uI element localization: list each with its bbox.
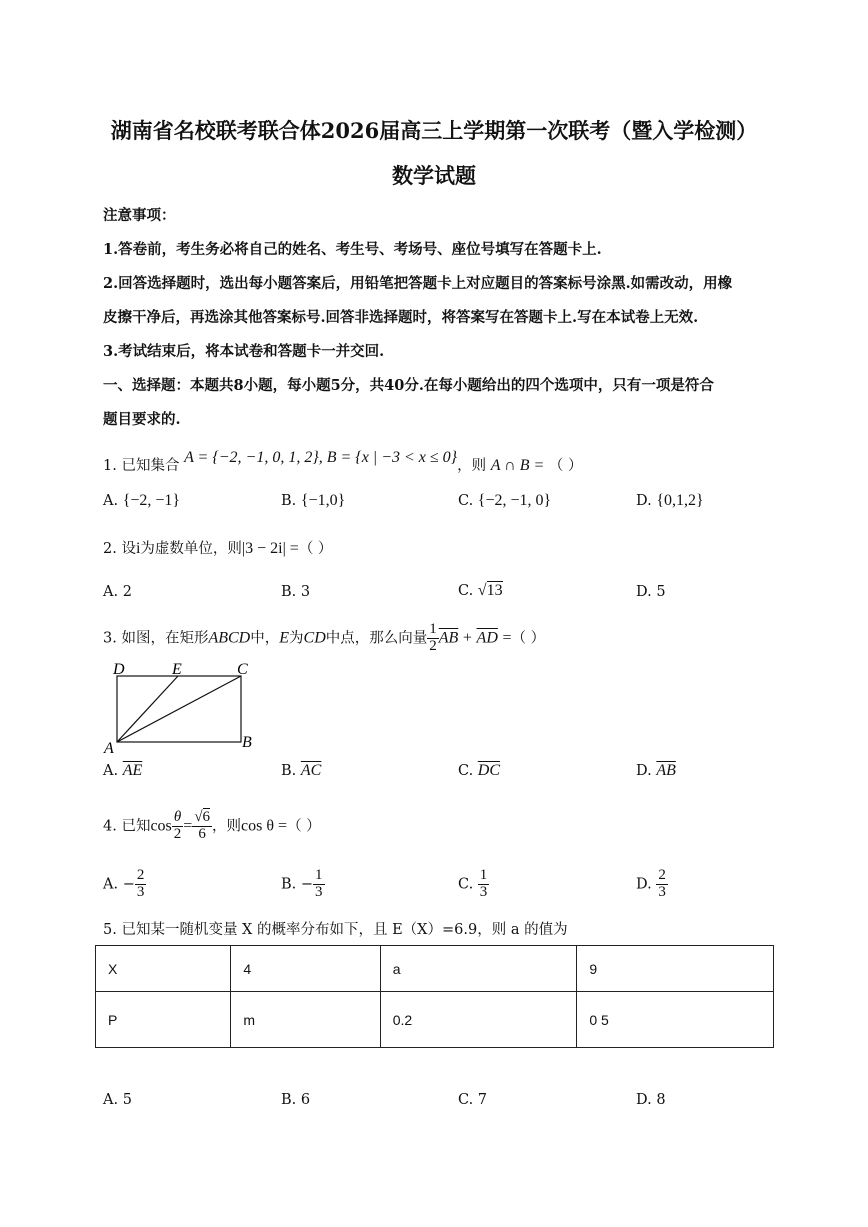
table-cell: m — [231, 992, 380, 1048]
q2-option-c: C. √13 — [458, 582, 503, 599]
rectangle-figure — [100, 658, 270, 758]
label-c: C — [237, 661, 248, 678]
q3-option-c: C. $\overline{DC}$ — [458, 762, 501, 779]
table-cell: 0 5 — [577, 992, 774, 1048]
q3-option-d: D. $\overline{AB}$ — [636, 762, 676, 779]
q1-option-d: D. {0,1,2} — [636, 492, 704, 509]
q4-option-b: B. − $\frac{1}{3}$ — [281, 867, 323, 900]
table-cell: P — [96, 992, 231, 1048]
q4-option-c: C. $\frac{1}{3}$ — [458, 867, 488, 900]
section-heading-line1: 一、选择题：本题共8小题，每小题5分，共40分.在每小题给出的四个选项中，只有一项是符合 — [103, 377, 714, 394]
label-b: B — [242, 734, 252, 751]
q5-option-c: C. 7 — [458, 1092, 488, 1108]
q1-paren: （ ） — [548, 458, 583, 474]
q2-stem: 2. 设i为虚数单位，则|3 − 2i| =（ ） — [103, 540, 333, 557]
q1-expr: A ∩ B = — [490, 457, 545, 474]
distribution-table — [95, 945, 774, 1048]
label-e: E — [172, 661, 182, 678]
q3-half-fraction: $\frac{1}{2}$ — [429, 621, 437, 654]
q1-prefix: 1. 已知集合 — [103, 458, 180, 474]
sqrt-13: 13 — [486, 582, 503, 599]
segment-ae — [117, 676, 178, 742]
q2-option-d: D. 5 — [636, 584, 666, 600]
segment-ac — [117, 676, 241, 742]
q2-option-b: B. 3 — [281, 584, 311, 600]
label-a: A — [104, 740, 114, 757]
q4-stem: 4. 已知cos $\frac{\theta}{2}$ = $\frac{√6}{6}$ ，则cos θ =（ ） — [103, 809, 321, 842]
table-cell: 0.2 — [380, 992, 577, 1048]
q4-option-a: A. − $\frac{2}{3}$ — [103, 867, 145, 900]
page-subtitle: 数学试题 — [392, 163, 476, 188]
note-3: 3.考试结束后，将本试卷和答题卡一并交回. — [103, 343, 385, 360]
table-row — [96, 992, 774, 1048]
q3-option-a: A. $\overline{AE}$ — [103, 762, 143, 779]
q4-option-d: D. $\frac{2}{3}$ — [636, 867, 666, 900]
q4-root6-over-6: $\frac{√6}{6}$ — [194, 809, 211, 842]
q5-option-d: D. 8 — [636, 1092, 666, 1108]
q1-option-a: A. {−2, −1} — [103, 492, 181, 509]
label-d: D — [113, 661, 125, 678]
table-cell: a — [380, 946, 577, 992]
q5-option-a: A. 5 — [103, 1092, 132, 1108]
q3-stem: 3. 如图，在矩形ABCD中，E为CD中点，那么向量 $\frac{1}{2}$ $\overline{AB} + \overline{AD}$ =（ ） — [103, 621, 546, 654]
table-cell: X — [96, 946, 231, 992]
note-1: 1.答卷前，考生务必将自己的姓名、考生号、考场号、座位号填写在答题卡上. — [103, 241, 602, 258]
table-cell: 9 — [577, 946, 774, 992]
q1-stem — [103, 449, 583, 475]
page-title: 湖南省名校联考联合体2026届高三上学期第一次联考（暨入学检测） — [110, 118, 758, 143]
notes-heading: 注意事项： — [103, 207, 176, 224]
table-cell: 4 — [231, 946, 380, 992]
q5-option-b: B. 6 — [281, 1092, 311, 1108]
q1-mid: ，则 — [457, 458, 487, 474]
q1-sets: A = {−2, −1, 0, 1, 2}, B = {x | −3 < x ≤ 0} — [184, 449, 458, 466]
note-2a: 2.回答选择题时，选出每小题答案后，用铅笔把答题卡上对应题目的答案标号涂黑.如需改动，用橡 — [103, 275, 733, 292]
q2-option-a: A. 2 — [103, 584, 132, 600]
q1-option-c: C. {−2, −1, 0} — [458, 492, 552, 509]
section-heading-line2: 题目要求的. — [103, 411, 181, 428]
note-2b: 皮擦干净后，再选涂其他答案标号.回答非选择题时，将答案写在答题卡上.写在本试卷上无效. — [103, 309, 699, 326]
q5-stem: 5. 已知某一随机变量 X 的概率分布如下，且 E（X）=6.9，则 a 的值为 — [103, 922, 568, 938]
q4-theta-half: $\frac{\theta}{2}$ — [173, 809, 182, 842]
q1-option-b: B. {−1,0} — [281, 492, 346, 509]
q2-expr: |3 − 2i| = — [241, 540, 299, 557]
q3-option-b: B. $\overline{AC}$ — [281, 762, 322, 779]
table-row — [96, 946, 774, 992]
